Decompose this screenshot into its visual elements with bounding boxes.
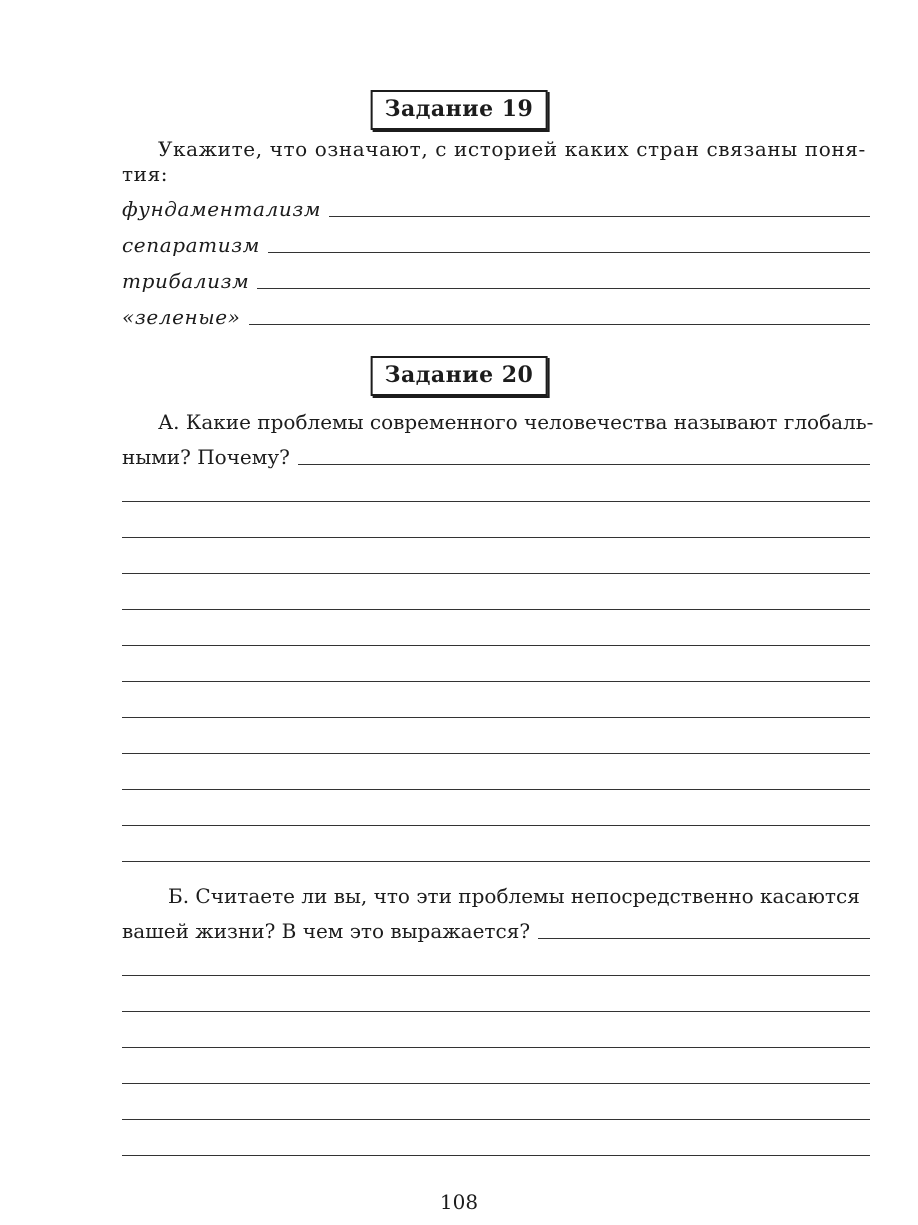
answer-line[interactable]: [122, 789, 870, 790]
answer-line-greens[interactable]: [249, 324, 871, 325]
answer-line-fundamentalism[interactable]: [329, 216, 870, 217]
answer-line[interactable]: [122, 717, 870, 718]
answer-line[interactable]: [122, 681, 870, 682]
answer-line[interactable]: [122, 501, 870, 502]
task-20-part-a-line-2: ными? Почему?: [122, 445, 290, 469]
term-greens: «зеленые»: [122, 305, 241, 329]
answer-line[interactable]: [122, 1119, 870, 1120]
page-number: 108: [439, 1190, 479, 1214]
answer-line[interactable]: [122, 645, 870, 646]
answer-line[interactable]: [122, 609, 870, 610]
answer-line-tribalism[interactable]: [257, 288, 870, 289]
answer-line[interactable]: [122, 825, 870, 826]
task-20-part-b-line-1: Б. Считаете ли вы, что эти проблемы непосредственно касаются: [168, 884, 860, 908]
term-row-greens: [122, 302, 870, 328]
answer-line[interactable]: [122, 537, 870, 538]
task-19-prompt-line-2: тия:: [122, 162, 169, 186]
answer-line[interactable]: [298, 464, 870, 465]
task-20-part-a-line-1: А. Какие проблемы современного человечества называют глобаль-: [158, 410, 874, 434]
task-20-heading: Задание 20: [371, 356, 548, 396]
answer-line[interactable]: [538, 938, 870, 939]
term-row-tribalism: [122, 266, 870, 292]
answer-line[interactable]: [122, 975, 870, 976]
task-20-part-b-line-2: вашей жизни? В чем это выражается?: [122, 919, 531, 943]
task-19-heading: Задание 19: [371, 90, 548, 130]
term-row-fundamentalism: [122, 194, 870, 220]
task-20-part-b-row-2: [122, 916, 870, 942]
answer-line[interactable]: [122, 1155, 870, 1156]
term-tribalism: трибализм: [122, 269, 250, 293]
answer-line[interactable]: [122, 573, 870, 574]
task-20-part-a-row-2: [122, 442, 870, 468]
answer-line[interactable]: [122, 1083, 870, 1084]
term-fundamentalism: фундаментализм: [122, 197, 322, 221]
answer-line[interactable]: [122, 1011, 870, 1012]
answer-line[interactable]: [122, 1047, 870, 1048]
term-separatism: сепаратизм: [122, 233, 260, 257]
answer-line[interactable]: [122, 753, 870, 754]
answer-line-separatism[interactable]: [268, 252, 870, 253]
answer-line[interactable]: [122, 861, 870, 862]
task-19-prompt-line-1: Укажите, что означают, с историей каких стран связаны поня-: [158, 137, 866, 161]
term-row-separatism: [122, 230, 870, 256]
